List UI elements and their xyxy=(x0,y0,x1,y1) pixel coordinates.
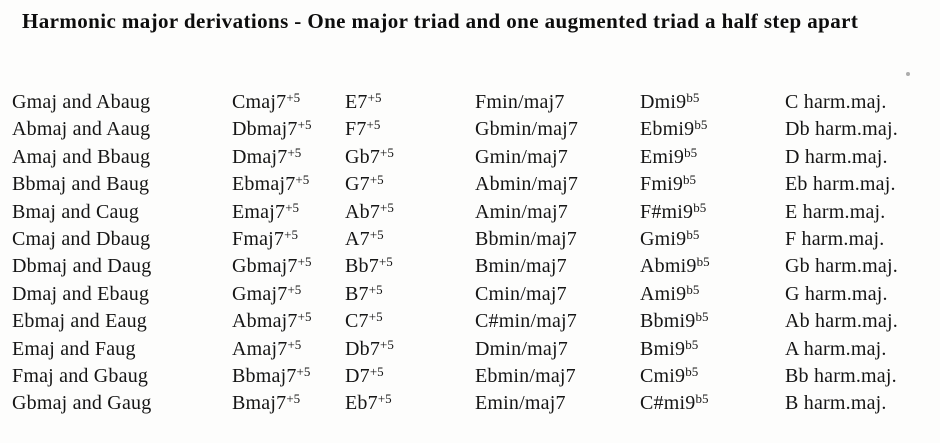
cell-key-name xyxy=(785,363,940,390)
cell-maj7-chord xyxy=(232,390,345,417)
triad-pair-label: Dbmaj and Daug xyxy=(12,255,152,278)
mi9-chord-superscript: b5 xyxy=(683,172,697,188)
cell-minmaj7-chord xyxy=(475,336,640,363)
triad-pair-label: Amaj and Bbaug xyxy=(12,145,151,168)
mi9-chord-label: Fmi9 xyxy=(640,173,684,196)
cell-dom7-chord xyxy=(345,89,475,116)
triad-pair-label: Abmaj and Aaug xyxy=(12,118,151,141)
cell-dom7-chord xyxy=(345,308,475,335)
key-name-label: Gb harm.maj. xyxy=(785,255,898,278)
cell-minmaj7-chord xyxy=(475,144,640,171)
cell-mi9b5-chord xyxy=(640,390,785,417)
cell-maj7-chord xyxy=(232,226,345,253)
cell-triad-pair xyxy=(12,363,232,390)
mi9-chord-label: Bbmi9 xyxy=(640,310,696,333)
cell-dom7-chord xyxy=(345,171,475,198)
mi9-chord-label: F#mi9 xyxy=(640,200,694,223)
cell-key-name xyxy=(785,390,940,417)
minmaj7-chord-label: Abmin/maj7 xyxy=(475,173,579,196)
minmaj7-chord-label: Dmin/maj7 xyxy=(475,337,568,360)
dom7-chord-label: Bb7 xyxy=(345,255,379,278)
dom7-chord-superscript: +5 xyxy=(380,199,394,215)
mi9-chord-label: Ebmi9 xyxy=(640,118,695,141)
cell-dom7-chord xyxy=(345,363,475,390)
cell-triad-pair xyxy=(12,144,232,171)
dom7-chord-label: B7 xyxy=(345,282,369,305)
dom7-chord-label: F7 xyxy=(345,118,367,141)
cell-triad-pair xyxy=(12,253,232,280)
cell-triad-pair xyxy=(12,390,232,417)
cell-triad-pair xyxy=(12,171,232,198)
mi9-chord-superscript: b5 xyxy=(695,391,709,407)
maj7-chord-label: Gbmaj7 xyxy=(232,255,298,278)
key-name-label: A harm.maj. xyxy=(785,337,887,360)
key-name-label: G harm.maj. xyxy=(785,282,888,305)
dom7-chord-superscript: +5 xyxy=(366,117,381,133)
maj7-chord-superscript: +5 xyxy=(286,391,301,407)
dom7-chord-superscript: +5 xyxy=(369,363,384,379)
cell-minmaj7-chord xyxy=(475,89,640,116)
maj7-chord-superscript: +5 xyxy=(297,309,312,325)
cell-minmaj7-chord xyxy=(475,116,640,143)
cell-key-name xyxy=(785,308,940,335)
cell-mi9b5-chord xyxy=(640,308,785,335)
cell-key-name xyxy=(785,116,940,143)
maj7-chord-superscript: +5 xyxy=(285,199,300,215)
cell-mi9b5-chord xyxy=(640,89,785,116)
maj7-chord-label: Amaj7 xyxy=(232,337,288,360)
cell-triad-pair xyxy=(12,336,232,363)
dom7-chord-superscript: +5 xyxy=(380,144,394,160)
minmaj7-chord-label: Cmin/maj7 xyxy=(475,282,567,305)
cell-triad-pair xyxy=(12,226,232,253)
cell-maj7-chord xyxy=(232,281,345,308)
cell-mi9b5-chord xyxy=(640,199,785,226)
dom7-chord-label: D7 xyxy=(345,364,370,387)
maj7-chord-superscript: +5 xyxy=(287,144,302,160)
mi9-chord-label: C#mi9 xyxy=(640,392,696,415)
scan-artifact-dot xyxy=(906,72,910,76)
dom7-chord-superscript: +5 xyxy=(380,336,394,352)
mi9-chord-superscript: b5 xyxy=(685,363,699,379)
cell-mi9b5-chord xyxy=(640,281,785,308)
maj7-chord-label: Abmaj7 xyxy=(232,310,298,333)
key-name-label: Ab harm.maj. xyxy=(785,310,898,333)
page-title: Harmonic major derivations - One major triad and one augmented triad a half step apart xyxy=(22,9,859,33)
minmaj7-chord-label: C#min/maj7 xyxy=(475,310,577,333)
dom7-chord-label: G7 xyxy=(345,173,370,196)
key-name-label: Eb harm.maj. xyxy=(785,173,896,196)
cell-triad-pair xyxy=(12,281,232,308)
cell-key-name xyxy=(785,89,940,116)
cell-key-name xyxy=(785,336,940,363)
cell-maj7-chord xyxy=(232,89,345,116)
minmaj7-chord-label: Gmin/maj7 xyxy=(475,145,568,168)
cell-mi9b5-chord xyxy=(640,253,785,280)
key-name-label: Db harm.maj. xyxy=(785,118,898,141)
dom7-chord-superscript: +5 xyxy=(368,281,383,297)
dom7-chord-superscript: +5 xyxy=(369,172,384,188)
cell-key-name xyxy=(785,144,940,171)
maj7-chord-superscript: +5 xyxy=(297,254,312,270)
cell-minmaj7-chord xyxy=(475,308,640,335)
mi9-chord-superscript: b5 xyxy=(695,309,709,325)
key-name-label: B harm.maj. xyxy=(785,392,887,415)
cell-mi9b5-chord xyxy=(640,363,785,390)
cell-maj7-chord xyxy=(232,116,345,143)
mi9-chord-superscript: b5 xyxy=(686,90,700,105)
mi9-chord-label: Bmi9 xyxy=(640,337,686,360)
mi9-chord-label: Ami9 xyxy=(640,282,687,305)
minmaj7-chord-label: Fmin/maj7 xyxy=(475,91,565,113)
cell-maj7-chord xyxy=(232,308,345,335)
chord-derivation-table xyxy=(12,89,940,418)
triad-pair-label: Cmaj and Dbaug xyxy=(12,227,151,250)
cell-triad-pair xyxy=(12,199,232,226)
triad-pair-label: Emaj and Faug xyxy=(12,337,136,360)
dom7-chord-superscript: +5 xyxy=(377,391,392,407)
dom7-chord-superscript: +5 xyxy=(378,254,393,270)
maj7-chord-label: Bmaj7 xyxy=(232,392,287,415)
dom7-chord-superscript: +5 xyxy=(368,309,383,325)
minmaj7-chord-label: Ebmin/maj7 xyxy=(475,364,576,387)
maj7-chord-superscript: +5 xyxy=(295,172,310,188)
cell-dom7-chord xyxy=(345,253,475,280)
minmaj7-chord-label: Bbmin/maj7 xyxy=(475,227,577,250)
cell-maj7-chord xyxy=(232,199,345,226)
dom7-chord-label: Db7 xyxy=(345,337,381,360)
maj7-chord-superscript: +5 xyxy=(296,363,311,379)
maj7-chord-superscript: +5 xyxy=(287,281,302,297)
maj7-chord-superscript: +5 xyxy=(286,90,301,105)
cell-minmaj7-chord xyxy=(475,199,640,226)
mi9-chord-label: Abmi9 xyxy=(640,255,697,278)
cell-dom7-chord xyxy=(345,226,475,253)
cell-dom7-chord xyxy=(345,336,475,363)
triad-pair-label: Bbmaj and Baug xyxy=(12,173,150,196)
mi9-chord-superscript: b5 xyxy=(693,199,707,215)
dom7-chord-label: A7 xyxy=(345,227,370,250)
cell-triad-pair xyxy=(12,308,232,335)
cell-dom7-chord xyxy=(345,144,475,171)
triad-pair-label: Gbmaj and Gaug xyxy=(12,392,152,415)
mi9-chord-superscript: b5 xyxy=(694,117,708,133)
maj7-chord-label: Emaj7 xyxy=(232,200,286,223)
cell-minmaj7-chord xyxy=(475,363,640,390)
minmaj7-chord-label: Gbmin/maj7 xyxy=(475,118,579,141)
mi9-chord-label: Cmi9 xyxy=(640,364,686,387)
cell-mi9b5-chord xyxy=(640,116,785,143)
maj7-chord-label: Ebmaj7 xyxy=(232,173,296,196)
cell-mi9b5-chord xyxy=(640,226,785,253)
cell-minmaj7-chord xyxy=(475,253,640,280)
maj7-chord-label: Dbmaj7 xyxy=(232,118,298,141)
cell-dom7-chord xyxy=(345,390,475,417)
maj7-chord-label: Cmaj7 xyxy=(232,91,287,113)
cell-triad-pair xyxy=(12,116,232,143)
cell-key-name xyxy=(785,199,940,226)
mi9-chord-label: Dmi9 xyxy=(640,91,687,113)
triad-pair-label: Ebmaj and Eaug xyxy=(12,310,147,333)
cell-maj7-chord xyxy=(232,253,345,280)
mi9-chord-label: Gmi9 xyxy=(640,227,687,250)
cell-mi9b5-chord xyxy=(640,171,785,198)
maj7-chord-label: Gmaj7 xyxy=(232,282,288,305)
cell-mi9b5-chord xyxy=(640,144,785,171)
dom7-chord-label: E7 xyxy=(345,91,368,113)
maj7-chord-label: Fmaj7 xyxy=(232,227,285,250)
cell-key-name xyxy=(785,253,940,280)
cell-dom7-chord xyxy=(345,199,475,226)
key-name-label: F harm.maj. xyxy=(785,227,885,250)
triad-pair-label: Fmaj and Gbaug xyxy=(12,364,149,387)
mi9-chord-superscript: b5 xyxy=(686,281,700,297)
minmaj7-chord-label: Emin/maj7 xyxy=(475,392,566,415)
maj7-chord-superscript: +5 xyxy=(297,117,312,133)
maj7-chord-label: Dmaj7 xyxy=(232,145,288,168)
cell-minmaj7-chord xyxy=(475,390,640,417)
dom7-chord-label: Ab7 xyxy=(345,200,381,223)
dom7-chord-label: C7 xyxy=(345,310,369,333)
cell-key-name xyxy=(785,281,940,308)
triad-pair-label: Gmaj and Abaug xyxy=(12,91,151,113)
cell-triad-pair xyxy=(12,89,232,116)
cell-dom7-chord xyxy=(345,281,475,308)
mi9-chord-superscript: b5 xyxy=(684,144,698,160)
dom7-chord-label: Eb7 xyxy=(345,392,378,415)
triad-pair-label: Bmaj and Caug xyxy=(12,200,140,223)
cell-maj7-chord xyxy=(232,336,345,363)
key-name-label: E harm.maj. xyxy=(785,200,886,223)
maj7-chord-superscript: +5 xyxy=(287,336,302,352)
maj7-chord-superscript: +5 xyxy=(284,226,298,242)
cell-minmaj7-chord xyxy=(475,281,640,308)
key-name-label: Bb harm.maj. xyxy=(785,364,897,387)
minmaj7-chord-label: Amin/maj7 xyxy=(475,200,568,223)
dom7-chord-label: Gb7 xyxy=(345,145,381,168)
cell-key-name xyxy=(785,226,940,253)
key-name-label: D harm.maj. xyxy=(785,145,888,168)
mi9-chord-superscript: b5 xyxy=(686,226,700,242)
mi9-chord-superscript: b5 xyxy=(696,254,710,270)
triad-pair-label: Dmaj and Ebaug xyxy=(12,282,150,305)
cell-mi9b5-chord xyxy=(640,336,785,363)
dom7-chord-superscript: +5 xyxy=(369,226,384,242)
cell-maj7-chord xyxy=(232,144,345,171)
minmaj7-chord-label: Bmin/maj7 xyxy=(475,255,567,278)
cell-maj7-chord xyxy=(232,171,345,198)
cell-maj7-chord xyxy=(232,363,345,390)
cell-minmaj7-chord xyxy=(475,171,640,198)
mi9-chord-superscript: b5 xyxy=(685,336,699,352)
mi9-chord-label: Emi9 xyxy=(640,145,685,168)
key-name-label: C harm.maj. xyxy=(785,91,887,113)
cell-dom7-chord xyxy=(345,116,475,143)
maj7-chord-label: Bbmaj7 xyxy=(232,364,297,387)
cell-minmaj7-chord xyxy=(475,226,640,253)
cell-key-name xyxy=(785,171,940,198)
dom7-chord-superscript: +5 xyxy=(367,90,382,105)
